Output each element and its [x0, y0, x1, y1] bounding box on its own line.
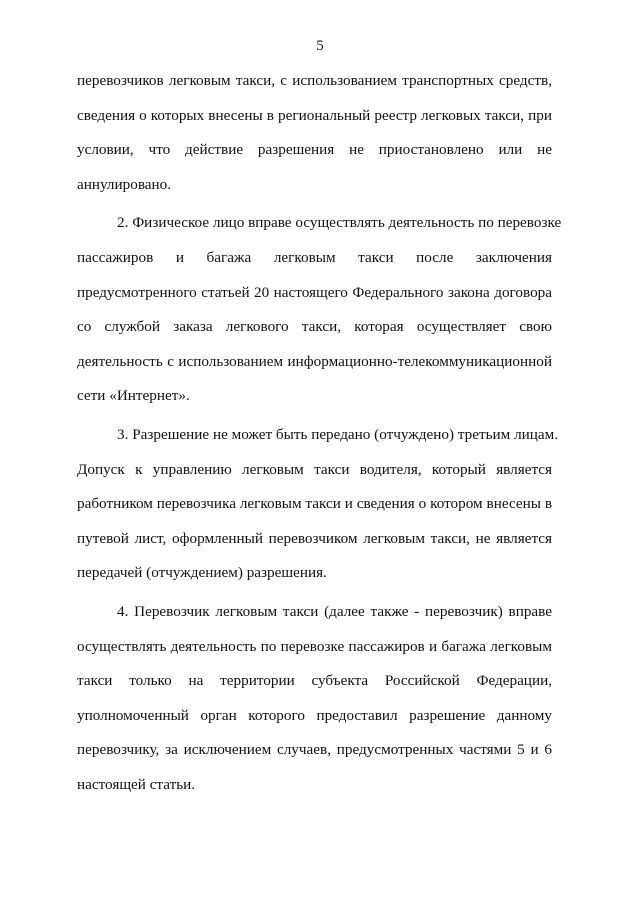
text-line: 3. Разрешение не может быть передано (отчуждено) третьим лицам. [117, 425, 559, 443]
page-number: 5 [316, 38, 324, 54]
text-line: перевозчиков легковым такси, с использованием транспортных средств, [77, 72, 552, 89]
text-line: сведения о которых внесены в региональный реестр легковых такси, при [77, 106, 552, 124]
paragraph-3 [77, 418, 559, 591]
text-line: уполномоченный орган которого предоставил разрешение данному [77, 706, 552, 724]
text-line: путевой лист, оформленный перевозчиком легковым такси, не является [77, 529, 552, 547]
text-line: Допуск к управлению легковым такси водителя, который является [77, 460, 552, 478]
paragraph-4 [77, 595, 552, 803]
document-body [77, 64, 562, 802]
text-line: передачей (отчуждением) разрешения. [77, 564, 327, 582]
text-line: осуществлять деятельность по перевозке пассажиров и багажа легковым [77, 637, 552, 655]
text-line: пассажиров и багажа легковым такси после заключения [77, 248, 552, 266]
text-line: перевозчику, за исключением случаев, предусмотренных частями 5 и 6 [77, 741, 552, 759]
text-line: условии, что действие разрешения не приостановлено или не [77, 141, 552, 159]
text-line: работником перевозчика легковым такси и сведения о котором внесены в [77, 495, 552, 513]
paragraph-2 [77, 206, 562, 414]
text-line: деятельность с использованием информационно-телекоммуникационной [77, 352, 552, 370]
text-line: настоящей статьи. [77, 775, 196, 793]
text-line: 2. Физическое лицо вправе осуществлять деятельность по перевозке [117, 214, 562, 232]
text-line: аннулировано. [77, 175, 172, 193]
text-line: предусмотренного статьей 20 настоящего Федерального закона договора [77, 283, 552, 301]
paragraph-1 [77, 64, 552, 202]
text-line: такси только на территории субъекта Российской Федерации, [77, 672, 552, 690]
text-line: сети «Интернет». [77, 387, 190, 405]
text-line: 4. Перевозчик легковым такси (далее также - перевозчик) вправе [117, 602, 552, 620]
text-line: со службой заказа легкового такси, которая осуществляет свою [77, 318, 552, 336]
